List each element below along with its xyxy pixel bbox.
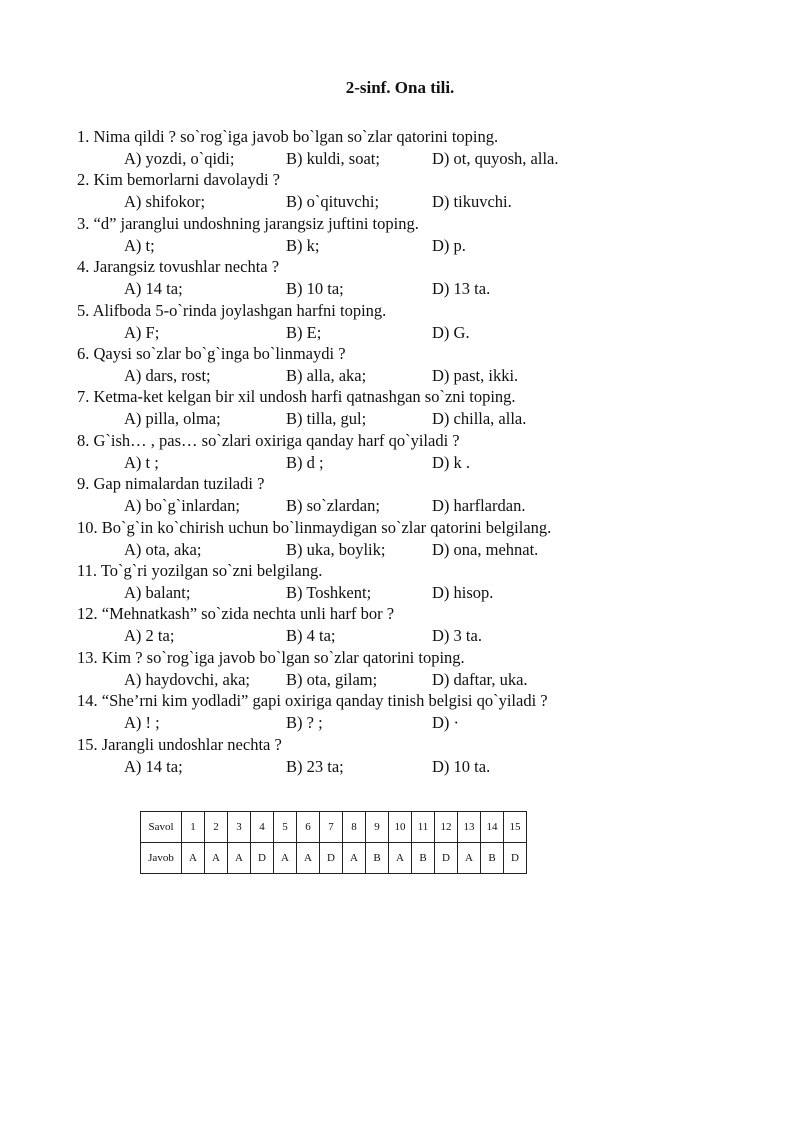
savol-number: 13 — [458, 812, 481, 843]
option-d: D) p. — [432, 235, 466, 255]
option-a: A) haydovchi, aka; — [124, 669, 250, 689]
option-a: A) t; — [124, 235, 155, 255]
question-text: 9. Gap nimalardan tuziladi ? — [77, 474, 265, 494]
option-d: D) hisop. — [432, 583, 494, 602]
question-text: 2. Kim bemorlarni davolaydi ? — [77, 170, 280, 190]
answer-key-row-savol — [141, 812, 527, 843]
savol-number: 7 — [320, 812, 343, 843]
savol-number: 6 — [297, 812, 320, 843]
option-d: D) chilla, alla. — [432, 409, 527, 429]
savol-number: 1 — [182, 812, 205, 843]
savol-label: Savol — [141, 812, 182, 843]
option-a: A) 14 ta; — [124, 756, 183, 776]
option-d: D) ot, quyosh, alla. — [432, 149, 559, 168]
javob-answer: A — [343, 843, 366, 874]
savol-number: 3 — [228, 812, 251, 843]
option-d: D) harflardan. — [432, 496, 526, 516]
question-text: 15. Jarangli undoshlar nechta ? — [77, 734, 282, 754]
savol-number: 9 — [366, 812, 389, 843]
option-b: B) k; — [286, 235, 320, 255]
option-a: A) 14 ta; — [124, 279, 183, 299]
option-d: D) 3 ta. — [432, 626, 482, 646]
answer-key-table — [140, 811, 527, 874]
question-text: 6. Qaysi so`zlar bo`g`inga bo`linmaydi ? — [77, 344, 346, 363]
option-b: B) 4 ta; — [286, 626, 336, 646]
question-text: 7. Ketma-ket kelgan bir xil undosh harfi qatnashgan so`zni toping. — [77, 387, 516, 407]
option-d: D) tikuvchi. — [432, 192, 512, 212]
javob-answer: B — [366, 843, 389, 874]
option-b: B) ota, gilam; — [286, 669, 378, 689]
option-d: D) · — [432, 713, 460, 733]
option-d: D) k . — [432, 452, 471, 472]
option-a: A) 2 ta; — [124, 626, 175, 646]
savol-number: 11 — [412, 812, 435, 843]
savol-number: 4 — [251, 812, 274, 843]
option-b: B) d ; — [286, 452, 324, 472]
question-text: 5. Alifboda 5-o`rinda joylashgan harfni toping. — [77, 300, 387, 320]
option-b: B) uka, boylik; — [286, 539, 386, 559]
answer-key-row-javob — [141, 843, 527, 874]
option-d: D) ona, mehnat. — [432, 539, 539, 559]
option-b: B) 23 ta; — [286, 756, 344, 776]
option-d: D) 13 ta. — [432, 279, 491, 299]
javob-answer: A — [389, 843, 412, 874]
option-d: D) past, ikki. — [432, 366, 519, 385]
javob-answer: B — [412, 843, 435, 874]
question-text: 10. Bo`g`in ko`chirish uchun bo`linmaydigan so`zlar qatorini belgilang. — [77, 517, 552, 537]
savol-number: 2 — [205, 812, 228, 843]
question-text: 3. “d” jaranglui undoshning jarangsiz juftini toping. — [77, 213, 419, 233]
javob-answer: A — [205, 843, 228, 874]
option-a: A) ota, aka; — [124, 539, 202, 559]
question-text: 11. To`g`ri yozilgan so`zni belgilang. — [77, 561, 323, 580]
javob-answer: A — [458, 843, 481, 874]
savol-number: 5 — [274, 812, 297, 843]
question-text: 8. G`ish… , pas… so`zlari oxiriga qanday harf qo`yiladi ? — [77, 430, 460, 450]
option-b: B) tilla, gul; — [286, 409, 367, 429]
option-a: A) t ; — [124, 452, 159, 472]
javob-answer: A — [274, 843, 297, 874]
question-text: 12. “Mehnatkash” so`zida nechta unli harf bor ? — [77, 604, 395, 624]
question-text: 14. “She’rni kim yodladi” gapi oxiriga qanday tinish belgisi qo`yiladi ? — [77, 691, 548, 711]
option-b: B) so`zlardan; — [286, 496, 380, 516]
option-b: B) alla, aka; — [286, 366, 367, 385]
savol-number: 12 — [435, 812, 458, 843]
question-text: 13. Kim ? so`rog`iga javob bo`lgan so`zlar qatorini toping. — [77, 647, 465, 667]
option-b: B) Toshkent; — [286, 583, 372, 602]
javob-answer: A — [228, 843, 251, 874]
option-a: A) shifokor; — [124, 192, 206, 212]
javob-answer: D — [320, 843, 343, 874]
savol-number: 10 — [389, 812, 412, 843]
option-a: A) balant; — [124, 583, 191, 602]
option-b: B) o`qituvchi; — [286, 192, 380, 212]
javob-answer: D — [251, 843, 274, 874]
option-a: A) pilla, olma; — [124, 409, 221, 429]
javob-answer: A — [182, 843, 205, 874]
javob-answer: B — [481, 843, 504, 874]
option-b: B) E; — [286, 322, 322, 342]
savol-number: 14 — [481, 812, 504, 843]
option-a: A) bo`g`inlardan; — [124, 496, 240, 516]
savol-number: 15 — [504, 812, 527, 843]
question-text: 4. Jarangsiz tovushlar nechta ? — [77, 257, 280, 277]
option-b: B) ? ; — [286, 713, 323, 733]
option-d: D) G. — [432, 322, 470, 342]
javob-label: Javob — [141, 843, 182, 874]
page-title: 2-sinf. Ona tili. — [345, 78, 455, 97]
option-d: D) daftar, uka. — [432, 669, 528, 689]
option-b: B) 10 ta; — [286, 279, 344, 299]
savol-number: 8 — [343, 812, 366, 843]
javob-answer: A — [297, 843, 320, 874]
option-d: D) 10 ta. — [432, 756, 491, 776]
option-b: B) kuldi, soat; — [286, 149, 380, 168]
option-a: A) F; — [124, 322, 160, 342]
javob-answer: D — [504, 843, 527, 874]
option-a: A) ! ; — [124, 713, 160, 733]
option-a: A) yozdi, o`qidi; — [124, 149, 235, 168]
javob-answer: D — [435, 843, 458, 874]
question-text: 1. Nima qildi ? so`rog`iga javob bo`lgan so`zlar qatorini toping. — [77, 127, 499, 146]
option-a: A) dars, rost; — [124, 366, 211, 385]
